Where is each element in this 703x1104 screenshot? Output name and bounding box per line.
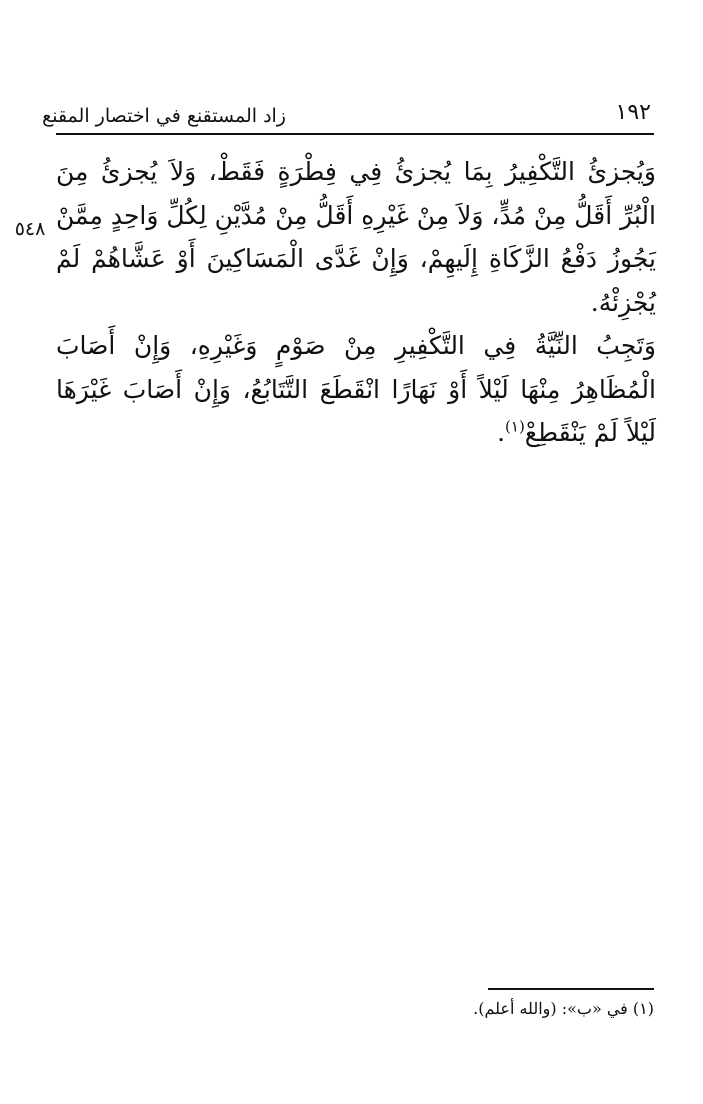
footnote-divider [488,988,654,990]
header-divider [56,133,654,135]
paragraph-2 [56,324,656,455]
main-text [56,150,656,455]
footnote: (١) في «ب»: (والله أعلم). [473,999,654,1018]
margin-reference-number: ٥٤٨ [14,218,46,240]
paragraph-1-text: وَيُجزئُ التَّكْفِيرُ بِمَا يُجزئُ فِي فِطْرَةٍ فَقَطْ، وَلاَ يُجزئُ مِنَ الْبُرِّ أَقَلُّ مِنْ مُدٍّ، وَلاَ مِنْ غَيْرِهِ أَقَلُّ مِنْ مُدَّيْنِ لِكُلِّ وَاحِدٍ مِمَّنْ يَجُوزُ دَفْعُ الزَّكَاةِ إِلَيهِمْ، وَإِنْ غَدَّى الْمَسَاكِينَ أَوْ عَشَّاهُمْ لَمْ يُجْزِئْهُ. [56,157,656,317]
paragraph-1 [56,150,656,324]
footnote-reference-marker[interactable]: (١) [505,417,525,436]
running-header-title: زاد المستقنع في اختصار المقنع [42,105,286,127]
page-number: ١٩٢ [615,100,651,125]
paragraph-2-end: . [497,418,506,447]
paragraph-2-text: وَتَجِبُ النِّيَّةُ فِي التَّكْفِيرِ مِنْ صَوْمٍ وَغَيْرِهِ، وَإِنْ أَصَابَ الْمُظَاهِرُ مِنْهَا لَيْلاً أَوْ نَهَارًا انْقَطَعَ التَّتَابُعُ، وَإِنْ أَصَابَ غَيْرَهَا لَيْلاً لَمْ يَنْقَطِعْ [56,331,656,447]
